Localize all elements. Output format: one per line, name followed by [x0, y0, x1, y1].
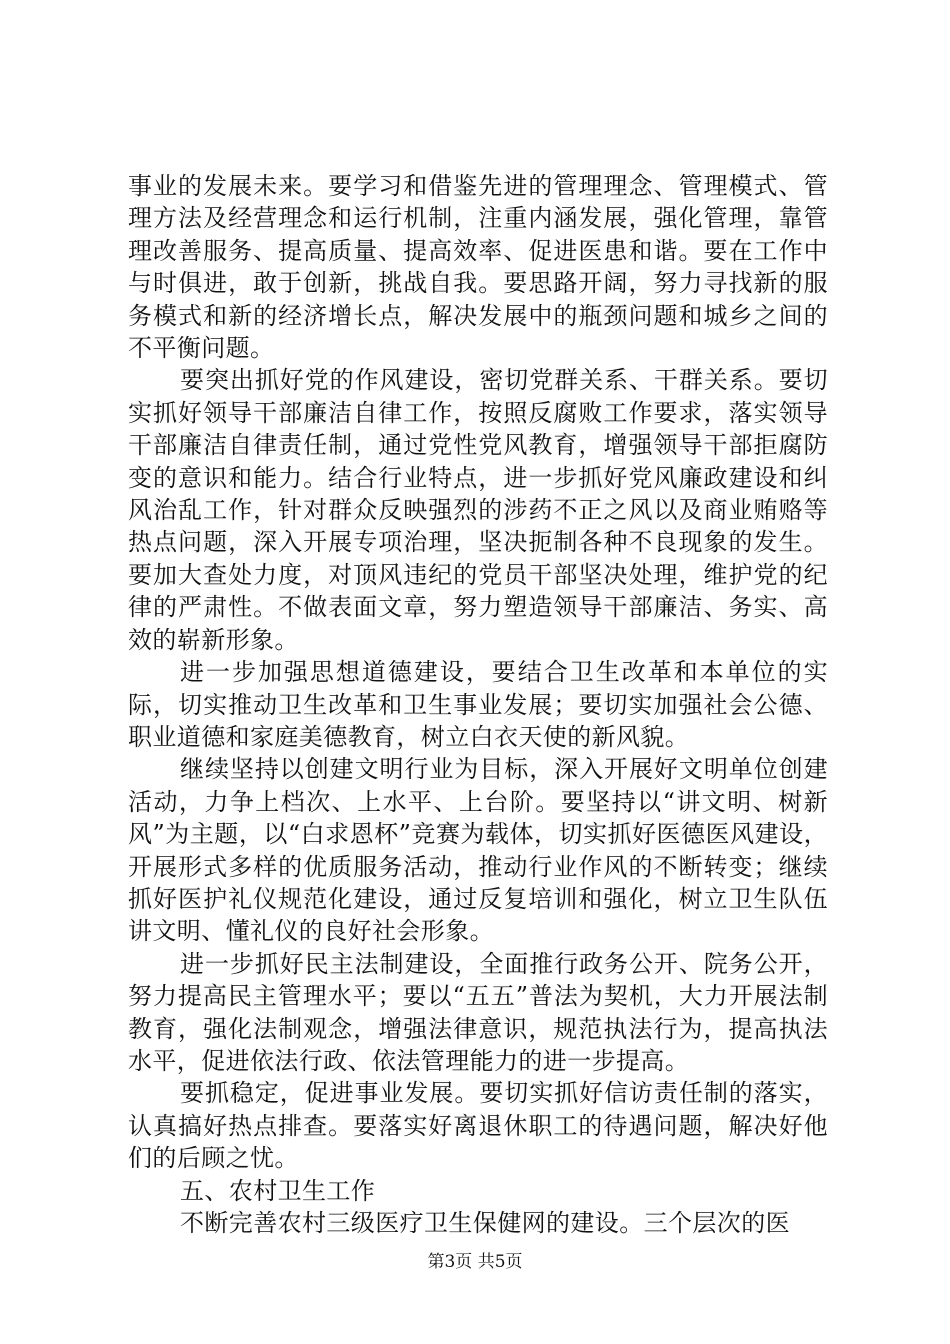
page-footer: 第3页 共5页 [427, 1252, 523, 1272]
section-heading-rural-health: 五、农村卫生工作 [180, 1176, 376, 1205]
paragraph-civilized-industry: 继续坚持以创建文明行业为目标，深入开展好文明单位创建活动，力争上档次、上水平、上台阶。要坚持以“讲文明、树新风”为主题，以“白求恩杯”竞赛为载体，切实抓好医德医风建设，开展形式多样的优质服务活动，推动行业作风的不断转变；继续抓好医护礼仪规范化建设，通过反复培训和强化，树立卫生队伍讲文明、懂礼仪的良好社会形象。 [128, 755, 828, 946]
paragraph-moral-building: 进一步加强思想道德建设，要结合卫生改革和本单位的实际，切实推动卫生改革和卫生事业发展；要切实加强社会公德、职业道德和家庭美德教育，树立白衣天使的新风貌。 [128, 658, 828, 751]
paragraph-party-style: 要突出抓好党的作风建设，密切党群关系、干群关系。要切实抓好领导干部廉洁自律工作，按照反腐败工作要求，落实领导干部廉洁自律责任制，通过党性党风教育，增强领导干部拒腐防变的意识和能力。结合行业特点，进一步抓好党风廉政建设和纠风治乱工作，针对群众反映强烈的涉药不正之风以及商业贿赂等热点问题，深入开展专项治理，坚决扼制各种不良现象的发生。要加大查处力度，对顶风违纪的党员干部坚决处理，维护党的纪律的严肃性。不做表面文章，努力塑造领导干部廉洁、务实、高效的崭新形象。 [128, 366, 828, 654]
paragraph-stability: 要抓稳定，促进事业发展。要切实抓好信访责任制的落实，认真搞好热点排查。要落实好离退休职工的待遇问题，解决好他们的后顾之忧。 [128, 1079, 828, 1173]
paragraph-rural-health: 不断完善农村三级医疗卫生保健网的建设。三个层次的医 [180, 1209, 790, 1237]
paragraph-continuation: 事业的发展未来。要学习和借鉴先进的管理理念、管理模式、管理方法及经营理念和运行机制，注重内涵发展，强化管理，靠管理改善服务、提高质量、提高效率、促进医患和谐。要在工作中与时俱进，敢于创新，挑战自我。要思路开阔，努力寻找新的服务模式和新的经济增长点，解决发展中的瓶颈问题和城乡之间的不平衡问题。 [128, 172, 828, 363]
paragraph-democracy-legal: 进一步抓好民主法制建设，全面推行政务公开、院务公开，努力提高民主管理水平；要以“五五”普法为契机，大力开展法制教育，强化法制观念，增强法律意识，规范执法行为，提高执法水平，促进依法行政、依法管理能力的进一步提高。 [128, 949, 828, 1075]
document-body [128, 170, 828, 1239]
